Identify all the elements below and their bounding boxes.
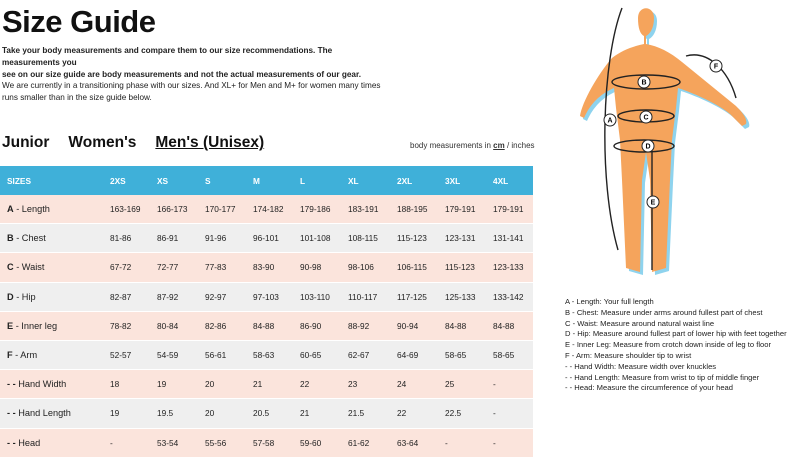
table-cell: 97-103: [246, 282, 293, 311]
svg-text:E: E: [650, 199, 656, 207]
table-row: [0, 282, 533, 311]
table-cell: 86-91: [150, 224, 198, 253]
table-cell: 58-65: [486, 340, 533, 369]
table-cell: 62-67: [341, 340, 390, 369]
table-cell: 87-92: [150, 282, 198, 311]
table-cell: 125-133: [438, 282, 486, 311]
size-header: S: [198, 166, 246, 195]
row-label: [0, 370, 103, 399]
table-cell: 20: [198, 399, 246, 428]
legend-item: D - Hip: Measure around fullest part of lower hip with feet together: [565, 329, 787, 339]
marker-b: [638, 76, 650, 88]
size-header: XS: [150, 166, 198, 195]
svg-text:D: D: [645, 143, 651, 151]
table-cell: 80-84: [150, 311, 198, 340]
table-cell: 22: [390, 399, 438, 428]
table-row: [0, 195, 533, 224]
table-cell: 166-173: [150, 195, 198, 224]
measurement-legend: [565, 297, 787, 394]
table-cell: 18: [103, 370, 150, 399]
table-cell: 60-65: [293, 340, 341, 369]
marker-c: [640, 111, 652, 123]
table-cell: 108-115: [341, 224, 390, 253]
table-cell: 101-108: [293, 224, 341, 253]
svg-text:B: B: [641, 79, 647, 87]
unit-prefix: body measurements in: [410, 141, 494, 150]
marker-a: [604, 114, 616, 126]
table-cell: 133-142: [486, 282, 533, 311]
table-cell: 188-195: [390, 195, 438, 224]
row-label-prefix: C: [7, 262, 14, 273]
size-header: L: [293, 166, 341, 195]
table-cell: 58-65: [438, 340, 486, 369]
table-row: [0, 253, 533, 282]
size-header: 4XL: [486, 166, 533, 195]
table-cell: 123-131: [438, 224, 486, 253]
row-label-prefix: - -: [7, 437, 16, 448]
table-cell: 88-92: [341, 311, 390, 340]
page-title: Size Guide: [2, 4, 156, 39]
table-cell: 86-90: [293, 311, 341, 340]
size-table: [0, 166, 533, 458]
table-cell: 56-61: [198, 340, 246, 369]
legend-item: - - Head: Measure the circumference of your head: [565, 383, 733, 393]
table-cell: 20: [198, 370, 246, 399]
legend-item: E - Inner Leg: Measure from crotch down inside of leg to floor: [565, 340, 771, 350]
unit-cm-link[interactable]: cm: [493, 141, 505, 150]
table-cell: 90-98: [293, 253, 341, 282]
row-label: [0, 224, 103, 253]
table-cell: 179-186: [293, 195, 341, 224]
table-cell: 81-86: [103, 224, 150, 253]
row-label-prefix: F: [7, 350, 13, 361]
row-label-text: - Waist: [13, 262, 45, 273]
size-header: XL: [341, 166, 390, 195]
intro-bold-line-2: see on our size guide are body measurements and not the actual measurements of our gear.: [2, 70, 361, 79]
table-cell: 19: [103, 399, 150, 428]
size-header: 2XS: [103, 166, 150, 195]
table-cell: 131-141: [486, 224, 533, 253]
body-measurement-figure: [578, 0, 800, 282]
tab-junior[interactable]: Junior: [2, 134, 50, 151]
table-cell: 72-77: [150, 253, 198, 282]
table-cell: -: [103, 428, 150, 457]
table-cell: 84-88: [486, 311, 533, 340]
table-cell: 179-191: [438, 195, 486, 224]
table-cell: 106-115: [390, 253, 438, 282]
table-row: [0, 370, 533, 399]
table-cell: 23: [341, 370, 390, 399]
table-cell: 64-69: [390, 340, 438, 369]
sizes-header: SIZES: [0, 166, 103, 195]
svg-text:A: A: [607, 117, 613, 125]
table-cell: 179-191: [486, 195, 533, 224]
marker-d: [642, 140, 654, 152]
row-label-text: - Hip: [13, 291, 36, 302]
row-label: [0, 399, 103, 428]
row-label-text: Hand Width: [15, 379, 67, 390]
row-label: [0, 253, 103, 282]
table-cell: -: [486, 370, 533, 399]
row-label: [0, 195, 103, 224]
intro-bold-line-1: Take your body measurements and compare them to our size recommendations. The measurements you: [2, 46, 333, 67]
legend-item: B - Chest: Measure under arms around fullest part of chest: [565, 307, 763, 317]
table-cell: 115-123: [390, 224, 438, 253]
row-label-text: Hand Length: [15, 408, 71, 419]
marker-e: [647, 196, 659, 208]
table-cell: 174-182: [246, 195, 293, 224]
table-cell: 54-59: [150, 340, 198, 369]
legend-item: - - Hand Length: Measure from wrist to tip of middle finger: [565, 372, 760, 382]
table-cell: 24: [390, 370, 438, 399]
table-cell: 103-110: [293, 282, 341, 311]
legend-item: F - Arm: Measure shoulder tip to wrist: [565, 350, 692, 360]
unit-selector: [410, 141, 535, 150]
row-label-text: - Inner leg: [13, 320, 58, 331]
table-cell: 82-87: [103, 282, 150, 311]
size-header: M: [246, 166, 293, 195]
table-cell: 59-60: [293, 428, 341, 457]
intro-line-1: We are currently in a transitioning phase with our sizes. And XL+ for Men and M+ for women many times: [2, 81, 381, 90]
row-label-text: Head: [15, 437, 41, 448]
table-header-row: [0, 166, 533, 195]
row-label-prefix: - -: [7, 408, 16, 419]
table-cell: 91-96: [198, 224, 246, 253]
table-cell: 98-106: [341, 253, 390, 282]
row-label: [0, 340, 103, 369]
marker-f: [710, 60, 722, 72]
svg-text:C: C: [643, 114, 649, 122]
table-cell: 19: [150, 370, 198, 399]
table-cell: -: [486, 428, 533, 457]
row-label-prefix: E: [7, 320, 14, 331]
table-cell: 78-82: [103, 311, 150, 340]
table-cell: 61-62: [341, 428, 390, 457]
table-cell: 57-58: [246, 428, 293, 457]
table-cell: 123-133: [486, 253, 533, 282]
row-label-text: - Arm: [12, 350, 38, 361]
table-cell: 84-88: [438, 311, 486, 340]
table-cell: 21.5: [341, 399, 390, 428]
table-cell: 117-125: [390, 282, 438, 311]
table-cell: -: [438, 428, 486, 457]
table-cell: 55-56: [198, 428, 246, 457]
table-cell: 77-83: [198, 253, 246, 282]
table-row: [0, 399, 533, 428]
intro-bold-text: [2, 45, 392, 81]
row-label-text: - Chest: [13, 233, 46, 244]
legend-item: A - Length: Your full length: [565, 297, 654, 306]
table-row: [0, 224, 533, 253]
table-cell: 22.5: [438, 399, 486, 428]
size-header: 2XL: [390, 166, 438, 195]
table-cell: 21: [246, 370, 293, 399]
legend-item: C - Waist: Measure around natural waist line: [565, 318, 715, 328]
table-cell: 22: [293, 370, 341, 399]
intro-line-2: runs smaller than in the size guide below.: [2, 93, 152, 102]
table-cell: 19.5: [150, 399, 198, 428]
table-cell: 82-86: [198, 311, 246, 340]
size-header: 3XL: [438, 166, 486, 195]
table-cell: 20.5: [246, 399, 293, 428]
table-cell: 63-64: [390, 428, 438, 457]
row-label-prefix: - -: [7, 379, 16, 390]
row-label: [0, 282, 103, 311]
table-cell: 53-54: [150, 428, 198, 457]
table-cell: 52-57: [103, 340, 150, 369]
table-cell: 67-72: [103, 253, 150, 282]
table-cell: 110-117: [341, 282, 390, 311]
row-label: [0, 311, 103, 340]
svg-text:F: F: [713, 63, 719, 71]
table-cell: 115-123: [438, 253, 486, 282]
table-cell: 83-90: [246, 253, 293, 282]
table-cell: 84-88: [246, 311, 293, 340]
table-row: [0, 311, 533, 340]
tab-mens-unisex[interactable]: Men's (Unisex): [155, 134, 265, 151]
intro-text: [2, 80, 392, 104]
table-row: [0, 340, 533, 369]
row-label-prefix: D: [7, 291, 14, 302]
table-cell: 183-191: [341, 195, 390, 224]
row-label: [0, 428, 103, 457]
legend-item: - - Hand Width: Measure width over knuckles: [565, 361, 717, 371]
table-cell: -: [486, 399, 533, 428]
tab-womens[interactable]: Women's: [68, 134, 137, 151]
table-cell: 163-169: [103, 195, 150, 224]
row-label-text: - Length: [13, 204, 50, 215]
table-cell: 21: [293, 399, 341, 428]
table-cell: 25: [438, 370, 486, 399]
size-tabs: [2, 134, 264, 152]
unit-separator: /: [504, 141, 512, 150]
table-cell: 90-94: [390, 311, 438, 340]
table-row: [0, 428, 533, 457]
row-label-prefix: B: [7, 233, 14, 244]
table-cell: 96-101: [246, 224, 293, 253]
unit-inches-link[interactable]: inches: [511, 141, 535, 150]
table-cell: 170-177: [198, 195, 246, 224]
table-cell: 58-63: [246, 340, 293, 369]
row-label-prefix: A: [7, 204, 14, 215]
table-cell: 92-97: [198, 282, 246, 311]
